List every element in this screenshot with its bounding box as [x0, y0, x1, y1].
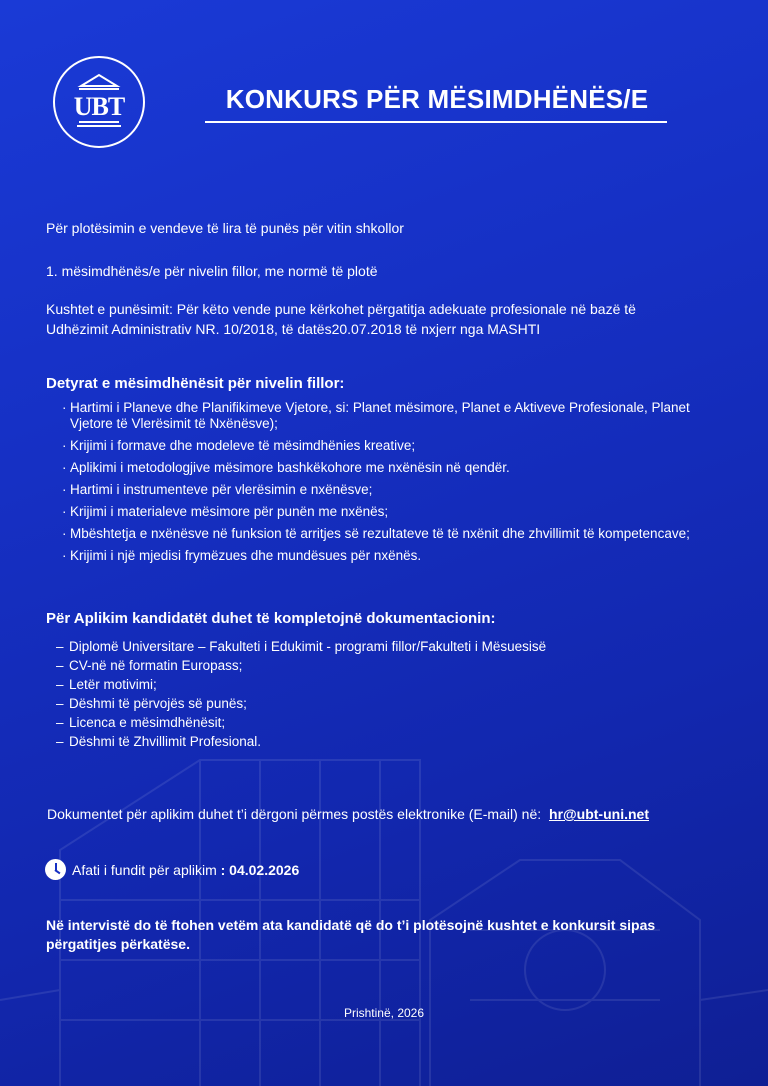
list-item: · Krijimi i materialeve mësimore për punën me nxënës; [62, 504, 722, 520]
duties-heading: Detyrat e mësimdhënësit për nivelin fillor: [46, 375, 345, 392]
deadline-text [72, 862, 299, 878]
list-item: – CV-në në formatin Europass; [56, 656, 716, 675]
interview-note-line-2: përgatitjes përkatëse. [46, 936, 190, 952]
intro-text: Për plotësimin e vendeve të lira të punës për vitin shkollor [46, 220, 404, 236]
deadline-label: Afati i fundit për aplikim [72, 862, 217, 878]
list-item: – Letër motivimi; [56, 675, 716, 694]
documents-heading: Për Aplikim kandidatët duhet të kompletojnë dokumentacionin: [46, 610, 496, 627]
footer-place-date: Prishtinë, 2026 [343, 1006, 425, 1020]
page-title: KONKURS PËR MËSIMDHËNËS/E [225, 84, 649, 114]
list-item: · Aplikimi i metodologjive mësimore bashkëkohore me nxënësin në qendër. [62, 460, 722, 476]
email-link[interactable]: hr@ubt-uni.net [549, 806, 649, 822]
list-item: – Dëshmi të Zhvillimit Profesional. [56, 732, 716, 751]
deadline-date: : 04.02.2026 [220, 862, 300, 878]
list-item: · Mbështetja e nxënësve në funksion të arritjes së rezultateve të të nxënit dhe zhvillimit të kompetencave; [62, 526, 722, 542]
interview-note-line-1: Në intervistë do të ftohen vetëm ata kandidatë që do t’i plotësojnë kushtet e konkursit sipas [46, 917, 656, 933]
list-item: · Krijimi i një mjedisi frymëzues dhe mundësues për nxënës. [62, 548, 722, 564]
title-underline [205, 121, 667, 123]
list-item: – Dëshmi të përvojës së punës; [56, 694, 716, 713]
list-item: · Krijimi i formave dhe modeleve të mësimdhënies kreative; [62, 438, 722, 454]
documents-list [56, 637, 716, 751]
logo-text: UBT [73, 92, 125, 121]
list-item: – Licenca e mësimdhënësit; [56, 713, 716, 732]
submission-label: Dokumentet për aplikim duhet t’i dërgoni përmes postës elektronike (E-mail) në: [47, 806, 542, 822]
position-text: 1. mësimdhënës/e për nivelin fillor, me normë të plotë [46, 263, 378, 279]
building-watermark [0, 700, 768, 1086]
clock-icon [45, 859, 66, 880]
submission-text [47, 805, 727, 824]
ubt-logo [53, 56, 145, 148]
conditions-line-1: Kushtet e punësimit: Për këto vende pune kërkohet përgatitja adekuate profesionale në bazë të [46, 301, 636, 317]
list-item: – Diplomë Universitare – Fakulteti i Edukimit - programi fillor/Fakulteti i Mësuesisë [56, 637, 716, 656]
conditions-line-2: Udhëzimit Administrativ NR. 10/2018, të datës20.07.2018 të nxjerr nga MASHTI [46, 321, 541, 337]
list-item: · Hartimi i Planeve dhe Planifikimeve Vjetore, si: Planet mësimore, Planet e Aktiveve Profesionale, Planet Vjetore të Vlerësimit të Nxënësve); [62, 400, 722, 432]
list-item: · Hartimi i instrumenteve për vlerësimin e nxënësve; [62, 482, 722, 498]
duties-list [62, 400, 722, 570]
